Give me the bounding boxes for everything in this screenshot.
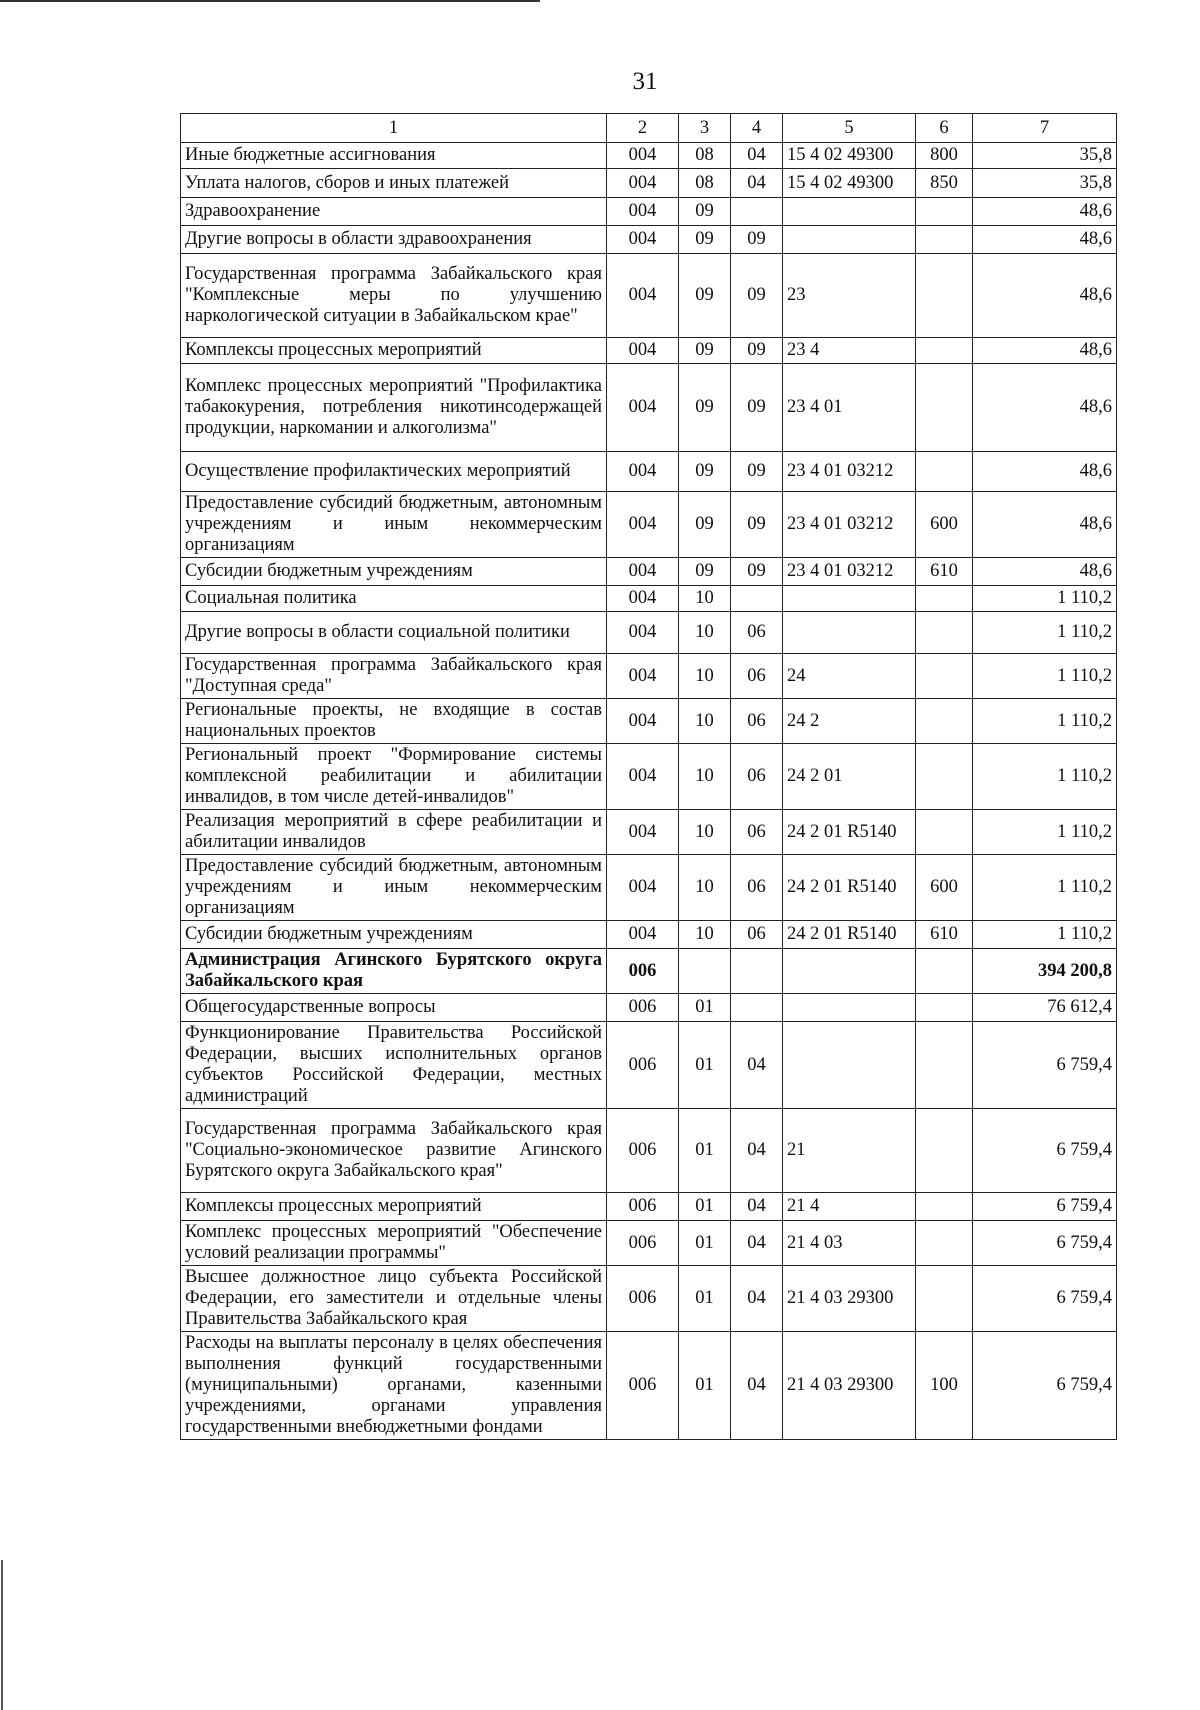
cell-target-article: 23 4 01 03212 (783, 558, 916, 586)
row-name: Комплексы процессных мероприятий (181, 338, 607, 364)
table-row (181, 921, 1117, 949)
cell-amount: 76 612,4 (973, 994, 1117, 1022)
cell-subsection-code: 04 (731, 1332, 783, 1440)
cell-admin-code: 006 (607, 1221, 679, 1266)
cell-admin-code: 004 (607, 586, 679, 612)
cell-target-article (783, 586, 916, 612)
left-margin-rule (1, 1560, 3, 1710)
row-name: Субсидии бюджетным учреждениям (181, 921, 607, 949)
cell-expense-type (916, 1193, 973, 1221)
cell-subsection-code: 06 (731, 612, 783, 654)
cell-section-code: 10 (679, 654, 731, 699)
cell-target-article: 24 2 01 (783, 744, 916, 810)
cell-amount: 48,6 (973, 338, 1117, 364)
top-rule (0, 0, 540, 2)
cell-admin-code: 006 (607, 1193, 679, 1221)
cell-amount: 48,6 (973, 198, 1117, 226)
cell-section-code: 01 (679, 1022, 731, 1109)
row-name: Общегосударственные вопросы (181, 994, 607, 1022)
row-name: Здравоохранение (181, 198, 607, 226)
header-cell: 1 (181, 114, 607, 143)
table-row (181, 1266, 1117, 1332)
row-name: Администрация Агинского Бурятского округа Забайкальского края (181, 949, 607, 994)
budget-table (180, 113, 1117, 1440)
row-name: Комплексы процессных мероприятий (181, 1193, 607, 1221)
cell-subsection-code: 09 (731, 254, 783, 338)
table-row (181, 1332, 1117, 1440)
cell-expense-type (916, 810, 973, 855)
cell-admin-code: 004 (607, 364, 679, 452)
cell-target-article: 15 4 02 49300 (783, 169, 916, 198)
cell-expense-type (916, 1266, 973, 1332)
cell-amount: 1 110,2 (973, 921, 1117, 949)
table-row (181, 855, 1117, 921)
cell-expense-type: 100 (916, 1332, 973, 1440)
cell-admin-code: 004 (607, 338, 679, 364)
header-row (181, 114, 1117, 143)
cell-target-article: 24 2 01 R5140 (783, 921, 916, 949)
cell-target-article: 24 2 01 R5140 (783, 855, 916, 921)
cell-amount: 1 110,2 (973, 612, 1117, 654)
cell-section-code: 09 (679, 558, 731, 586)
cell-target-article: 23 4 (783, 338, 916, 364)
cell-expense-type: 610 (916, 921, 973, 949)
header-cell: 6 (916, 114, 973, 143)
row-name: Комплекс процессных мероприятий "Профилактика табакокурения, потребления никотинсодержащей продукции, наркомании и алкоголизма" (181, 364, 607, 452)
row-name: Государственная программа Забайкальского края "Доступная среда" (181, 654, 607, 699)
cell-expense-type (916, 1109, 973, 1193)
cell-expense-type (916, 1022, 973, 1109)
table-row (181, 949, 1117, 994)
cell-subsection-code: 04 (731, 1022, 783, 1109)
row-name: Реализация мероприятий в сфере реабилитации и абилитации инвалидов (181, 810, 607, 855)
row-name: Субсидии бюджетным учреждениям (181, 558, 607, 586)
cell-amount: 6 759,4 (973, 1332, 1117, 1440)
cell-section-code: 10 (679, 744, 731, 810)
cell-admin-code: 004 (607, 612, 679, 654)
cell-expense-type (916, 452, 973, 492)
cell-expense-type (916, 364, 973, 452)
cell-admin-code: 004 (607, 226, 679, 254)
cell-section-code: 10 (679, 699, 731, 744)
row-name: Уплата налогов, сборов и иных платежей (181, 169, 607, 198)
cell-subsection-code: 06 (731, 810, 783, 855)
cell-admin-code: 004 (607, 810, 679, 855)
row-name: Государственная программа Забайкальского края "Комплексные меры по улучшению наркологической ситуации в Забайкальском крае" (181, 254, 607, 338)
cell-target-article: 23 (783, 254, 916, 338)
cell-admin-code: 004 (607, 558, 679, 586)
cell-amount: 48,6 (973, 558, 1117, 586)
cell-admin-code: 004 (607, 198, 679, 226)
table-row (181, 699, 1117, 744)
cell-target-article: 24 2 01 R5140 (783, 810, 916, 855)
table-row (181, 744, 1117, 810)
cell-subsection-code: 04 (731, 1109, 783, 1193)
cell-section-code: 09 (679, 198, 731, 226)
cell-expense-type: 610 (916, 558, 973, 586)
cell-section-code: 01 (679, 1193, 731, 1221)
cell-target-article: 24 (783, 654, 916, 699)
row-name: Региональный проект "Формирование системы комплексной реабилитации и абилитации инвалидов, в том числе детей-инвалидов" (181, 744, 607, 810)
row-name: Иные бюджетные ассигнования (181, 143, 607, 169)
table-row (181, 226, 1117, 254)
cell-admin-code: 004 (607, 169, 679, 198)
cell-subsection-code (731, 586, 783, 612)
cell-section-code: 01 (679, 1266, 731, 1332)
cell-section-code: 09 (679, 452, 731, 492)
cell-subsection-code: 04 (731, 1266, 783, 1332)
cell-amount: 48,6 (973, 364, 1117, 452)
cell-admin-code: 004 (607, 492, 679, 558)
cell-target-article: 23 4 01 03212 (783, 452, 916, 492)
cell-amount: 48,6 (973, 254, 1117, 338)
cell-target-article (783, 198, 916, 226)
cell-target-article: 23 4 01 03212 (783, 492, 916, 558)
cell-admin-code: 004 (607, 855, 679, 921)
row-name: Предоставление субсидий бюджетным, автономным учреждениям и иным некоммерческим организациям (181, 855, 607, 921)
table-row (181, 1109, 1117, 1193)
cell-amount: 1 110,2 (973, 699, 1117, 744)
cell-section-code: 09 (679, 364, 731, 452)
table-row (181, 338, 1117, 364)
cell-subsection-code: 04 (731, 169, 783, 198)
cell-amount: 394 200,8 (973, 949, 1117, 994)
row-name: Государственная программа Забайкальского края "Социально-экономическое развитие Агинского Бурятского округа Забайкальского края" (181, 1109, 607, 1193)
cell-admin-code: 004 (607, 654, 679, 699)
cell-amount: 1 110,2 (973, 855, 1117, 921)
cell-amount: 35,8 (973, 169, 1117, 198)
cell-subsection-code: 09 (731, 364, 783, 452)
cell-section-code: 09 (679, 226, 731, 254)
cell-admin-code: 004 (607, 452, 679, 492)
cell-amount: 6 759,4 (973, 1221, 1117, 1266)
cell-section-code: 10 (679, 810, 731, 855)
cell-admin-code: 006 (607, 1022, 679, 1109)
table-row (181, 810, 1117, 855)
cell-admin-code: 004 (607, 143, 679, 169)
cell-expense-type (916, 949, 973, 994)
cell-subsection-code (731, 949, 783, 994)
table-row (181, 558, 1117, 586)
cell-admin-code: 004 (607, 699, 679, 744)
cell-section-code: 09 (679, 492, 731, 558)
table-row (181, 492, 1117, 558)
cell-subsection-code: 04 (731, 1221, 783, 1266)
cell-expense-type: 600 (916, 855, 973, 921)
cell-admin-code: 004 (607, 254, 679, 338)
cell-subsection-code: 06 (731, 744, 783, 810)
cell-amount: 48,6 (973, 452, 1117, 492)
row-name: Функционирование Правительства Российской Федерации, высших исполнительных органов субъектов Российской Федерации, местных администраций (181, 1022, 607, 1109)
cell-section-code: 09 (679, 254, 731, 338)
cell-expense-type: 850 (916, 169, 973, 198)
cell-expense-type (916, 699, 973, 744)
cell-admin-code: 004 (607, 921, 679, 949)
cell-expense-type (916, 1221, 973, 1266)
table-row (181, 452, 1117, 492)
cell-subsection-code: 06 (731, 699, 783, 744)
cell-admin-code: 004 (607, 744, 679, 810)
row-name: Другие вопросы в области здравоохранения (181, 226, 607, 254)
cell-target-article: 23 4 01 (783, 364, 916, 452)
table-row (181, 169, 1117, 198)
cell-amount: 1 110,2 (973, 654, 1117, 699)
page-number: 31 (632, 68, 658, 95)
row-name: Социальная политика (181, 586, 607, 612)
cell-admin-code: 006 (607, 1109, 679, 1193)
cell-expense-type: 800 (916, 143, 973, 169)
cell-section-code: 01 (679, 994, 731, 1022)
cell-section-code: 01 (679, 1332, 731, 1440)
row-name: Комплекс процессных мероприятий "Обеспечение условий реализации программы" (181, 1221, 607, 1266)
row-name: Расходы на выплаты персоналу в целях обеспечения выполнения функций государственными (муниципальными) органами, казенными учреждениями, органами управления государственными внебюджетными фондами (181, 1332, 607, 1440)
table-row (181, 143, 1117, 169)
cell-amount: 6 759,4 (973, 1193, 1117, 1221)
cell-target-article (783, 1022, 916, 1109)
cell-section-code: 08 (679, 143, 731, 169)
cell-amount: 6 759,4 (973, 1022, 1117, 1109)
cell-admin-code: 006 (607, 949, 679, 994)
cell-expense-type (916, 586, 973, 612)
table-row (181, 1193, 1117, 1221)
cell-amount: 1 110,2 (973, 810, 1117, 855)
cell-section-code: 08 (679, 169, 731, 198)
cell-section-code: 09 (679, 338, 731, 364)
cell-section-code: 10 (679, 586, 731, 612)
cell-amount: 48,6 (973, 226, 1117, 254)
header-cell: 5 (783, 114, 916, 143)
cell-target-article (783, 612, 916, 654)
table-row (181, 1022, 1117, 1109)
cell-expense-type (916, 254, 973, 338)
cell-section-code (679, 949, 731, 994)
row-name: Предоставление субсидий бюджетным, автономным учреждениям и иным некоммерческим организациям (181, 492, 607, 558)
row-name: Осуществление профилактических мероприятий (181, 452, 607, 492)
cell-target-article: 21 (783, 1109, 916, 1193)
cell-target-article: 21 4 03 29300 (783, 1332, 916, 1440)
cell-subsection-code: 04 (731, 1193, 783, 1221)
header-cell: 7 (973, 114, 1117, 143)
table-row (181, 1221, 1117, 1266)
table-row (181, 612, 1117, 654)
cell-section-code: 10 (679, 855, 731, 921)
cell-subsection-code: 09 (731, 558, 783, 586)
cell-subsection-code: 06 (731, 654, 783, 699)
table-row (181, 254, 1117, 338)
cell-admin-code: 006 (607, 1266, 679, 1332)
table-row (181, 586, 1117, 612)
cell-amount: 1 110,2 (973, 586, 1117, 612)
cell-subsection-code: 09 (731, 452, 783, 492)
cell-amount: 35,8 (973, 143, 1117, 169)
row-name: Региональные проекты, не входящие в состав национальных проектов (181, 699, 607, 744)
cell-expense-type (916, 654, 973, 699)
cell-subsection-code: 09 (731, 492, 783, 558)
cell-admin-code: 006 (607, 994, 679, 1022)
header-cell: 2 (607, 114, 679, 143)
cell-subsection-code (731, 994, 783, 1022)
cell-section-code: 10 (679, 612, 731, 654)
cell-target-article (783, 994, 916, 1022)
table-row (181, 654, 1117, 699)
cell-subsection-code: 09 (731, 226, 783, 254)
cell-target-article (783, 226, 916, 254)
cell-subsection-code (731, 198, 783, 226)
table-row (181, 364, 1117, 452)
cell-amount: 1 110,2 (973, 744, 1117, 810)
cell-target-article (783, 949, 916, 994)
cell-amount: 48,6 (973, 492, 1117, 558)
cell-subsection-code: 06 (731, 855, 783, 921)
table-row (181, 994, 1117, 1022)
cell-expense-type (916, 226, 973, 254)
cell-section-code: 01 (679, 1109, 731, 1193)
cell-target-article: 15 4 02 49300 (783, 143, 916, 169)
cell-expense-type (916, 198, 973, 226)
cell-subsection-code: 06 (731, 921, 783, 949)
table-row (181, 198, 1117, 226)
cell-target-article: 21 4 03 (783, 1221, 916, 1266)
cell-expense-type (916, 338, 973, 364)
row-name: Другие вопросы в области социальной политики (181, 612, 607, 654)
cell-section-code: 01 (679, 1221, 731, 1266)
cell-amount: 6 759,4 (973, 1109, 1117, 1193)
cell-subsection-code: 04 (731, 143, 783, 169)
cell-expense-type (916, 612, 973, 654)
cell-expense-type (916, 994, 973, 1022)
cell-target-article: 21 4 (783, 1193, 916, 1221)
cell-target-article: 21 4 03 29300 (783, 1266, 916, 1332)
cell-subsection-code: 09 (731, 338, 783, 364)
cell-expense-type (916, 744, 973, 810)
cell-admin-code: 006 (607, 1332, 679, 1440)
cell-amount: 6 759,4 (973, 1266, 1117, 1332)
cell-target-article: 24 2 (783, 699, 916, 744)
header-cell: 4 (731, 114, 783, 143)
header-cell: 3 (679, 114, 731, 143)
cell-section-code: 10 (679, 921, 731, 949)
row-name: Высшее должностное лицо субъекта Российской Федерации, его заместители и отдельные члены Правительства Забайкальского края (181, 1266, 607, 1332)
cell-expense-type: 600 (916, 492, 973, 558)
